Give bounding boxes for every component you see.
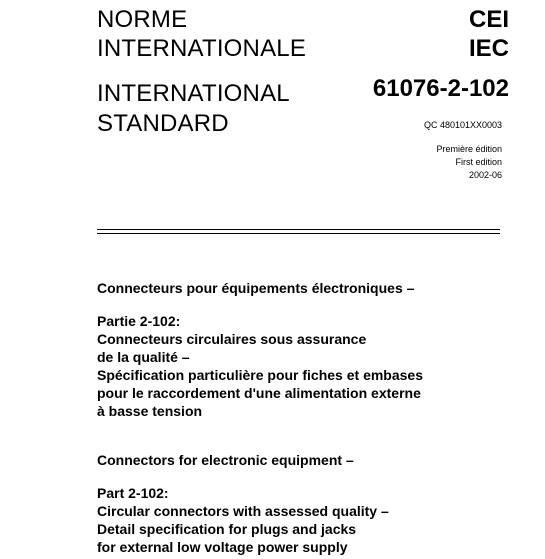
divider-bottom	[97, 233, 500, 234]
english-part	[97, 484, 389, 556]
french-part-line: Connecteurs circulaires sous assurance	[97, 331, 367, 347]
org-iec: IEC	[468, 35, 509, 62]
french-part-line: Partie 2-102:	[97, 313, 181, 329]
norme-label: NORME	[97, 6, 188, 33]
edition-fr: Première édition	[436, 144, 502, 154]
french-part-line: pour le raccordement d'une alimentation externe	[97, 385, 421, 401]
internationale-label: INTERNATIONALE	[97, 35, 307, 62]
document-number: 61076-2-102	[372, 75, 509, 102]
french-part	[97, 312, 423, 420]
english-part-line: Part 2-102:	[97, 485, 169, 501]
english-title: Connectors for electronic equipment –	[97, 452, 354, 468]
standard-label: STANDARD	[97, 110, 229, 137]
english-part-line: Detail specification for plugs and jacks	[97, 521, 357, 537]
edition-en: First edition	[455, 157, 502, 167]
french-part-line: Spécification particulière pour fiches et embases	[97, 367, 423, 383]
french-part-line: à basse tension	[97, 403, 203, 419]
french-part-line: de la qualité –	[97, 349, 190, 365]
qc-code: QC 480101XX0003	[423, 120, 502, 130]
english-part-line: Circular connectors with assessed quality –	[97, 503, 389, 519]
french-title: Connecteurs pour équipements électroniques –	[97, 280, 415, 296]
international-label: INTERNATIONAL	[97, 80, 290, 107]
org-cei: CEI	[468, 6, 509, 33]
english-part-line: for external low voltage power supply	[97, 539, 348, 555]
divider-top	[97, 229, 500, 230]
edition-date: 2002-06	[468, 170, 502, 180]
